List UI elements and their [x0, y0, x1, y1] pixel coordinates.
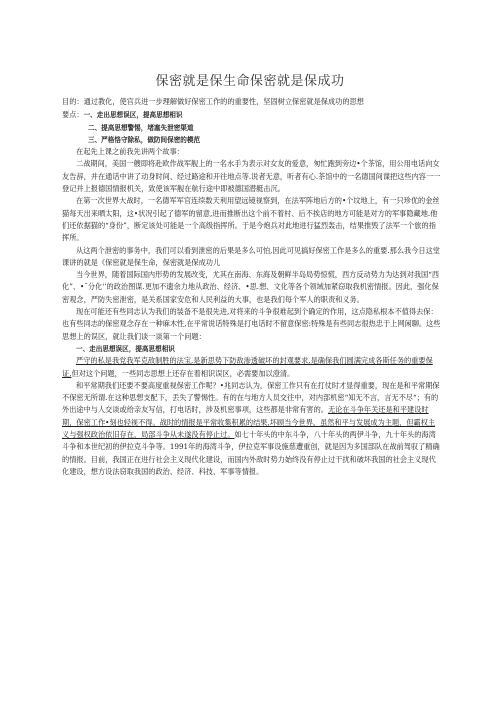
section-heading: 一、走出思想误区，提高思想相识 [76, 344, 175, 353]
paragraph: 在起先上课之前我先讲两个故事： [76, 147, 184, 157]
underlined-text: 严守的私是我党我军克敌制胜的法宝,是新思势下防敌渗透破坏的封观要求,是确保我们圆满完成各斯任务的重要保证, [62, 356, 433, 378]
goal-row [62, 96, 442, 108]
paragraph: 在第一次世界大战时，一名德军军官连续数天利用望远镜视察到，在法军阵地后方的•个坟地上，有一只珍优的金丝猫每天出来晒太阳，这•状况引起了德军的留意,进而推断出这个前不着村、后不挨店的地方可能是对方的军事隐藏地.他们还依据猫的“身份”，断定该处可能是一个高级指挥所。于是今炮兵对此地进行猛烈轰击，结果推毁了法军一个旅的指挥所。 [62, 196, 440, 243]
paragraph: 从这两个泄密的事务中，我们可以看到泄密的后果是多么可怕,因此可见搞好保密工作是多么的重要.那么我今日这堂课讲的就是《保密就是保生命，保密就是保成功儿 [62, 245, 440, 267]
paragraph [62, 355, 442, 380]
points-label: 要点： [62, 110, 84, 120]
paragraph: 当今世界，随着国际国内形势的发展改变，尤其在南海、东海及朝鲜半岛局势惊慌，西方反动势力为达到对我国“西化”、•¨分化'’的政治图谋.更加不遗余力地从政治、经济、•思.想、文化等各个领域加紧窃取我机密情报。因此，强化保密观念，严防失密泄密，是关系国家安危和人民利益的大事，也是我们每个军人的职责和义务。 [62, 270, 440, 304]
document-title: 保密就是保生命保密就是保成功 [155, 74, 345, 89]
paragraph-text: 如七十年头的中东斗争，八十年头的两伊斗争，九十年头的海湾斗争和本世纪初的伊拉克斗争等。1991年的海湾斗争，伊拉克军事设施慈遭重创，就是因为多国部队在战前驾驭了精确的情报。目前，我国正在进行社会主义现代化建设，而国内外敌时势力始终没有停止过干扰和破坏我国的社会主义现代化建设，想方设法窃取我国的政治、经济、科技、军事等情报。 [62, 430, 440, 476]
point-item: 二、提高思想警惕，堵塞失泄密渠道 [88, 123, 194, 132]
goal-text: 通过教化，使官兵进一步理解做好保密工作的的重要性，坚固树立保密就是保成功的思想 [83, 97, 364, 106]
points-row [62, 109, 442, 121]
paragraph: 二战期间，美国一艘即将赴欧作战军舰上的一名水手为表示对女友的爱意，匆忙跑到旁边•个茶馆，用公用电话向女友告辞，并在通话中讲了动身时间、经过路途和开往地点等.说者无意，听者有心.茶馆中的一名德国间谍把这些内容一一登记并上报德国情报机关，致使该军舰在航行途中即被德国潜艇击沉。 [62, 159, 441, 194]
paragraph-text: 和平常期我们还要不要高度重视保密工作呢？•兆同志认为，保密工作只有在打仗时才显得重要，现在是和平常期保不保密无所谓.在这种思想支配下，丢失了警惕性。有的在与地方人员交往中，对内部机密“知无不言，言无不尽“；有的外出途中与人交谈或给亲友写信，打电话时，涉及机密事项，这些都是非常有害的。 [62, 380, 440, 415]
goal-label: 目的： [62, 97, 84, 106]
paragraph-text: 但对这个问题，一些同志思想上还存在着相识误区，必需要加以澄清。 [71, 368, 295, 378]
underlined-text: 无论在斗争年关还是和平建设时期，保密工作•刻也轻视不得。战时的情报是平常收集积累的结果,坏顾当今世界，虽然和平与发展成为主题，但霸权主义与强权政治依旧存在，局部斗争从未遂没有停止过。 [62, 405, 436, 440]
point-item: 一、走出思想误区，提高思想相识 [83, 111, 183, 120]
point-item: 三、严格恪守除私，做防间保密的模范 [88, 135, 201, 144]
document-body [62, 96, 442, 478]
paragraph [62, 380, 442, 478]
paragraph: 现在可能还有些同志认为我们的装备不是很先进,对将来的斗争很难起到个确定的作用，这点隐私根本不值得去保：也有些同志的保密观念存在一种麻木性,在平常说话特殊是打电话时不留意保密:特殊是有些同志很热忠于上网闲聊。这些思想上的误区，就让我们谈一谈第一个问题： [62, 307, 441, 341]
